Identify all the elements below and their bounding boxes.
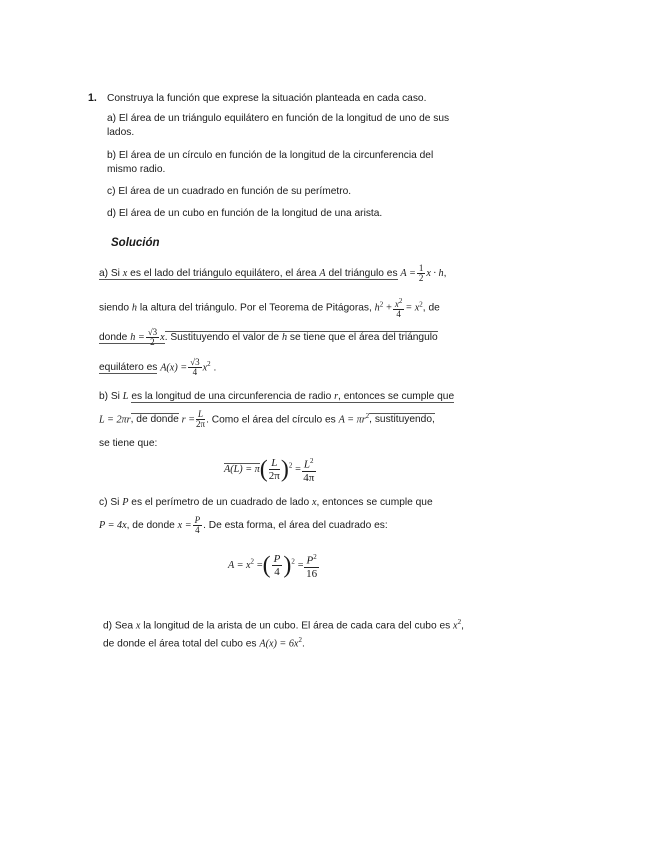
item-a-line2: lados.	[107, 127, 135, 138]
solution-heading: Solución	[111, 237, 160, 249]
solution-c-line1: c) Si P es el perímetro de un cuadrado de lado x, entonces se cumple que	[99, 497, 433, 508]
equation-b: A(L) = π( $\frac{L}{2\pi}$ )$^2$ = $\frac{L^2}{4\pi}$	[224, 456, 315, 484]
equation-c: $A = x^2$ =( $\frac{P}{4}$ )$^2$ = $\frac{P^2}{16}$	[228, 552, 318, 580]
item-c: c) El área de un cuadrado en función de su perímetro.	[107, 186, 352, 197]
solution-a-line1: a) Si x es el lado del triángulo equilátero, el área A del triángulo es A = $\frac{1}{2}$ x · h,	[99, 263, 447, 283]
item-a-line1: a) El área de un triángulo equilátero en función de la longitud de uno de sus	[107, 113, 450, 124]
question-number: 1.	[88, 92, 97, 104]
solution-a-line2: siendo h la altura del triángulo. Por el Teorema de Pitágoras, $h^2$ + $\frac{x^2}{4}$ = $x^2$, de	[99, 297, 440, 319]
item-d: d) El área de un cubo en función de la longitud de una arista.	[107, 208, 383, 219]
solution-d-line2: de donde el área total del cubo es $A(x) = 6x^2$.	[103, 636, 305, 650]
solution-c-line2: P = 4x, de donde x = $\frac{P}{4}$ . De esta forma, el área del cuadrado es:	[99, 515, 388, 535]
question-prompt: Construya la función que exprese la situación planteada en cada caso.	[107, 93, 427, 104]
solution-d-line1: d) Sea x la longitud de la arista de un cubo. El área de cada cara del cubo es $x^2$,	[103, 618, 464, 632]
item-b-line2: mismo radio.	[107, 164, 166, 175]
solution-a-line4: equilátero es A(x) = $\frac{√3}{4}$ $x^2$ .	[99, 357, 217, 378]
solution-b-line1: b) Si L es la longitud de una circunferencia de radio r, entonces se cumple que	[99, 391, 455, 402]
solution-a-line3: donde h = $\frac{√3}{2}$ x. Sustituyendo el valor de h se tiene que el área del triángulo	[99, 327, 438, 347]
solution-b-line2: L = 2πr, de donde r = $\frac{L}{2\pi}$ . Como el área del círculo es $A = \pi r^2$, sustituyendo,	[99, 409, 435, 430]
solution-b-line3: se tiene que:	[99, 438, 158, 449]
item-b-line1: b) El área de un círculo en función de la longitud de la circunferencia del	[107, 150, 434, 161]
